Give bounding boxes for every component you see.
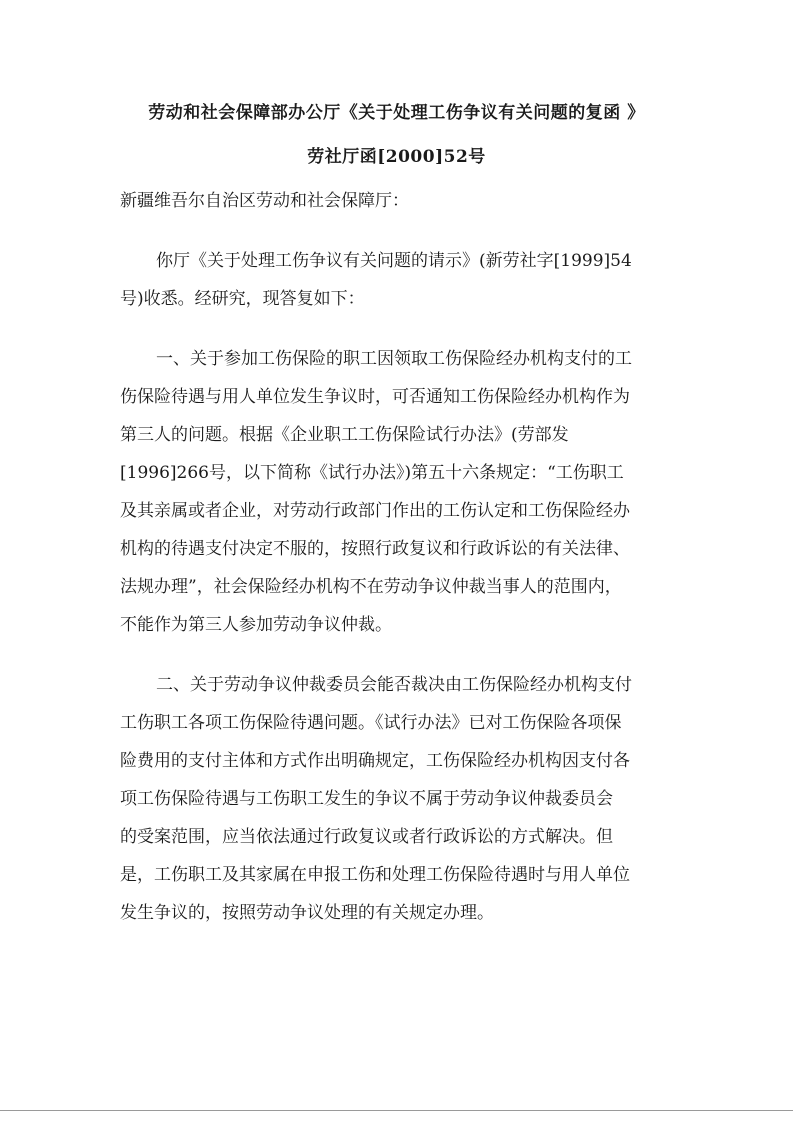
section1-line: 伤保险待遇与用人单位发生争议时，可否通知工伤保险经办机构作为 — [120, 387, 630, 407]
addressee-line: 新疆维吾尔自治区劳动和社会保障厅： — [120, 191, 409, 211]
page-bottom-divider — [0, 1110, 793, 1111]
section2-line: 二、关于劳动争议仲裁委员会能否裁决由工伤保险经办机构支付 — [156, 675, 632, 695]
section1-line: 机构的待遇支付决定不服的，按照行政复议和行政诉讼的有关法律、 — [120, 539, 630, 559]
document-title: 劳动和社会保障部办公厅《关于处理工伤争议有关问题的复函 》 — [148, 103, 645, 123]
intro-line: 你厅《关于处理工伤争议有关问题的请示》(新劳社字[1999]54 — [156, 251, 632, 271]
section1-line: 一、关于参加工伤保险的职工因领取工伤保险经办机构支付的工 — [156, 349, 632, 369]
section2-line: 是，工伤职工及其家属在申报工伤和处理工伤保险待遇时与用人单位 — [120, 865, 630, 885]
section1-line: 第三人的问题。根据《企业职工工伤保险试行办法》(劳部发 — [120, 425, 569, 445]
section2-line: 的受案范围，应当依法通过行政复议或者行政诉讼的方式解决。但 — [120, 827, 613, 847]
document-number: 劳社厅函[2000]52号 — [307, 147, 486, 167]
intro-line: 号)收悉。经研究，现答复如下： — [120, 289, 365, 309]
section2-line: 发生争议的，按照劳动争议处理的有关规定办理。 — [120, 903, 494, 923]
section2-line: 项工伤保险待遇与工伤职工发生的争议不属于劳动争议仲裁委员会 — [120, 789, 613, 809]
section2-line: 险费用的支付主体和方式作出明确规定，工伤保险经办机构因支付各 — [120, 751, 630, 771]
section1-line: 法规办理”，社会保险经办机构不在劳动争议仲裁当事人的范围内， — [120, 577, 622, 597]
section2-line: 工伤职工各项工伤保险待遇问题。《试行办法》已对工伤保险各项保 — [120, 713, 622, 733]
section1-line: 不能作为第三人参加劳动争议仲裁。 — [120, 615, 392, 635]
section1-line: [1996]266号，以下简称《试行办法》)第五十六条规定：“工伤职工 — [120, 463, 624, 483]
section1-line: 及其亲属或者企业，对劳动行政部门作出的工伤认定和工伤保险经办 — [120, 501, 630, 521]
